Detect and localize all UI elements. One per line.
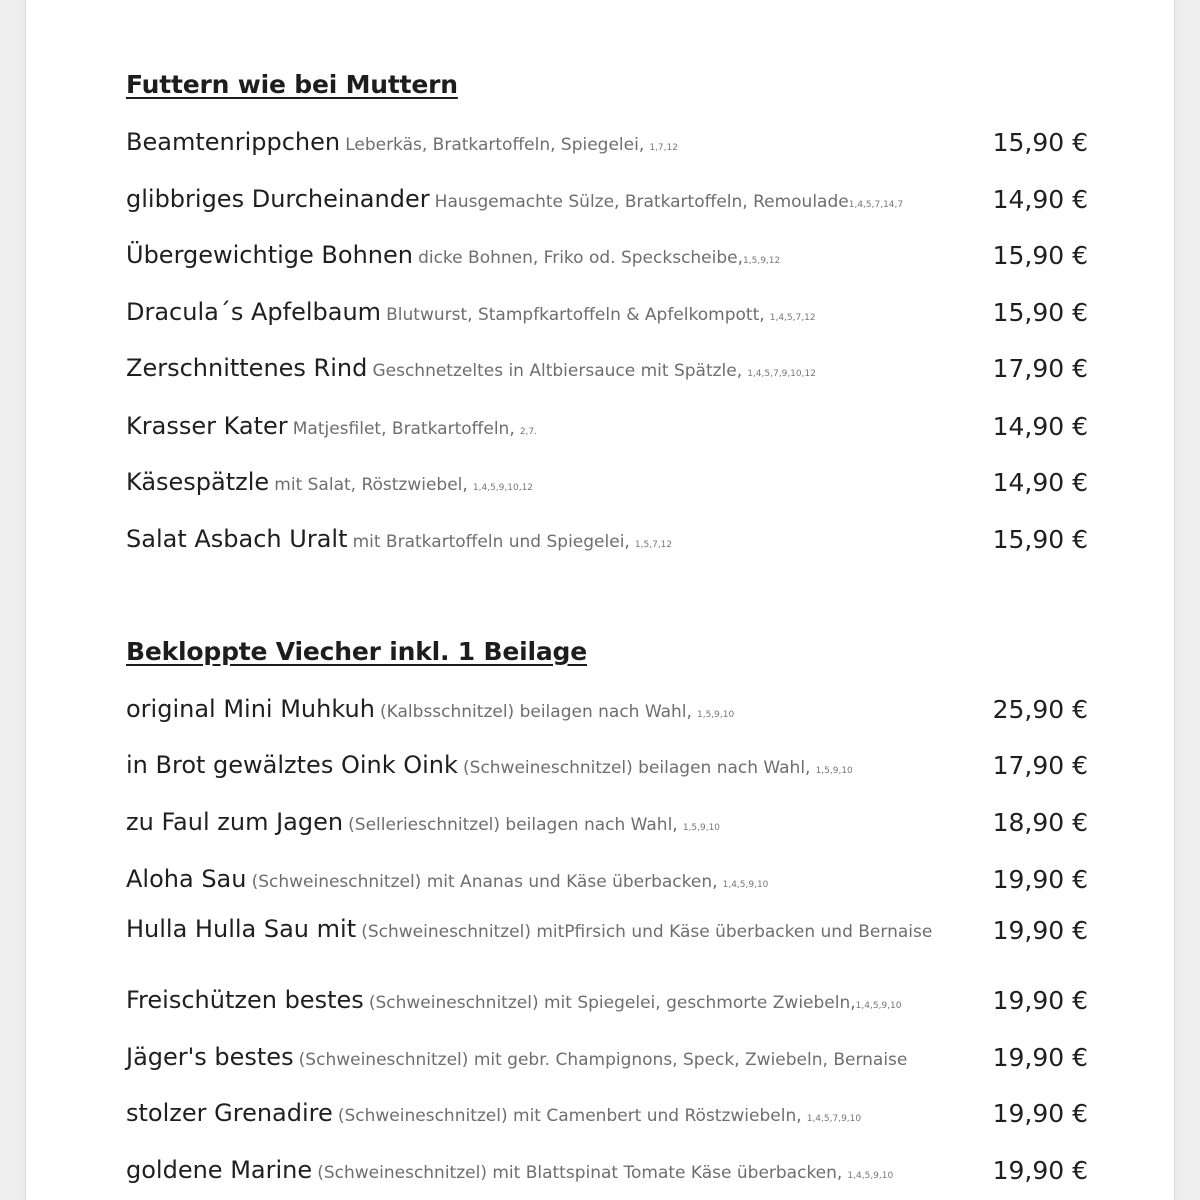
menu-item: [126, 241, 1088, 270]
item-description: (Kalbsschnitzel) beilagen nach Wahl,: [380, 702, 692, 723]
item-name: Aloha Sau: [126, 865, 247, 894]
item-name: Käsespätzle: [126, 468, 270, 497]
item-name: stolzer Grenadire: [126, 1099, 333, 1128]
item-allergens: 1,5,9,10: [815, 766, 853, 777]
item-description: (Schweineschnitzel) beilagen nach Wahl,: [463, 758, 811, 779]
item-allergens: 1,4,5,9,10: [847, 1171, 894, 1182]
item-name: Salat Asbach Uralt: [126, 525, 348, 554]
item-price: 15,90 €: [992, 298, 1088, 327]
item-price: 17,90 €: [992, 354, 1088, 383]
item-description: mit Bratkartoffeln und Spiegelei,: [352, 532, 630, 553]
item-allergens: 1,4,5,9,10: [722, 880, 769, 891]
item-description: Hausgemachte Sülze, Bratkartoffeln, Remoulade: [434, 192, 849, 213]
item-price: 19,90 €: [992, 986, 1088, 1015]
item-allergens: 2,7.: [519, 427, 538, 438]
item-price: 19,90 €: [992, 1043, 1088, 1072]
item-description: Geschnetzeltes in Altbiersauce mit Spätzle,: [372, 361, 743, 382]
menu-item: [126, 808, 1088, 837]
item-name: Jäger's bestes: [126, 1043, 294, 1072]
item-allergens: 1,5,7,12: [634, 540, 673, 551]
menu-item: [126, 1043, 1088, 1072]
item-price: 19,90 €: [992, 916, 1088, 946]
item-name: in Brot gewälztes Oink Oink: [126, 751, 458, 780]
item-name: Übergewichtige Bohnen: [126, 241, 413, 270]
item-allergens: 1,4,5,7,12: [769, 313, 816, 324]
item-price: 18,90 €: [992, 808, 1088, 837]
item-description: Matjesfilet, Bratkartoffeln,: [292, 419, 515, 440]
item-description: (Schweineschnitzel) mitPfirsich und Käse überbacken und Bernaise: [361, 922, 933, 942]
item-name: goldene Marine: [126, 1156, 313, 1185]
menu-item: [126, 865, 1088, 894]
menu-item: [126, 915, 1088, 946]
item-name: Zerschnittenes Rind: [126, 354, 368, 383]
item-price: 14,90 €: [992, 185, 1088, 214]
item-name: original Mini Muhkuh: [126, 695, 375, 724]
item-description: (Schweineschnitzel) mit Camenbert und Röstzwiebeln,: [337, 1106, 802, 1127]
menu-item: [126, 986, 1088, 1015]
item-allergens: 1,4,5,7,9,10,12: [747, 369, 816, 380]
item-description: mit Salat, Röstzwiebel,: [274, 475, 468, 496]
menu-item: [126, 695, 1088, 724]
menu-item: [126, 354, 1088, 383]
menu-item: [126, 525, 1088, 554]
item-description: (Schweineschnitzel) mit gebr. Champignons, Speck, Zwiebeln, Bernaise: [298, 1050, 908, 1071]
item-allergens: 1,5,9,12: [743, 256, 781, 267]
item-allergens: 1,4,5,9,10: [855, 1001, 902, 1012]
menu-item: [126, 412, 1088, 441]
item-description: (Sellerieschnitzel) beilagen nach Wahl,: [348, 815, 678, 836]
menu-item: [126, 1156, 1088, 1185]
item-allergens: 1,4,5,9,10,12: [472, 483, 534, 494]
item-price: 17,90 €: [992, 751, 1088, 780]
item-name: zu Faul zum Jagen: [126, 808, 344, 837]
item-name: Dracula´s Apfelbaum: [126, 298, 382, 327]
item-price: 19,90 €: [992, 1156, 1088, 1185]
item-name: Hulla Hulla Sau mit: [126, 915, 357, 943]
menu-page: [26, 0, 1174, 1200]
menu-item: [126, 298, 1088, 327]
item-name: Krasser Kater: [126, 412, 288, 441]
menu-item: [126, 1099, 1088, 1128]
item-allergens: 1,5,9,10: [696, 710, 735, 721]
menu-item: [126, 751, 1088, 780]
item-description: dicke Bohnen, Friko od. Speckscheibe,: [418, 248, 744, 269]
item-name: Beamtenrippchen: [126, 128, 341, 157]
section-title: Bekloppte Viecher inkl. 1 Beilage: [126, 637, 587, 666]
item-allergens: 1,5,9,10: [682, 823, 721, 834]
menu-item: [126, 468, 1088, 497]
item-description: (Schweineschnitzel) mit Spiegelei, geschmorte Zwiebeln,: [368, 993, 856, 1014]
item-name: glibbriges Durcheinander: [126, 185, 430, 214]
item-price: 19,90 €: [992, 1099, 1088, 1128]
item-allergens: 1,4,5,7,14,7: [848, 200, 904, 211]
item-price: 25,90 €: [992, 695, 1088, 724]
item-price: 14,90 €: [992, 412, 1088, 441]
item-description: (Schweineschnitzel) mit Blattspinat Tomate Käse überbacken,: [317, 1163, 843, 1184]
item-allergens: 1,4,5,7,9,10: [806, 1114, 862, 1125]
item-price: 15,90 €: [992, 525, 1088, 554]
item-name: Freischützen bestes: [126, 986, 364, 1015]
menu-item: [126, 185, 1088, 214]
menu-item: [126, 128, 1088, 157]
item-price: 19,90 €: [992, 865, 1088, 894]
section-title: Futtern wie bei Muttern: [126, 70, 458, 99]
item-description: (Schweineschnitzel) mit Ananas und Käse überbacken,: [251, 872, 718, 893]
item-description: Leberkäs, Bratkartoffeln, Spiegelei,: [345, 135, 645, 156]
item-allergens: 1,7,12: [649, 143, 678, 154]
item-price: 15,90 €: [992, 241, 1088, 270]
item-price: 14,90 €: [992, 468, 1088, 497]
item-description: Blutwurst, Stampfkartoffeln & Apfelkompott,: [386, 305, 765, 326]
item-price: 15,90 €: [992, 128, 1088, 157]
